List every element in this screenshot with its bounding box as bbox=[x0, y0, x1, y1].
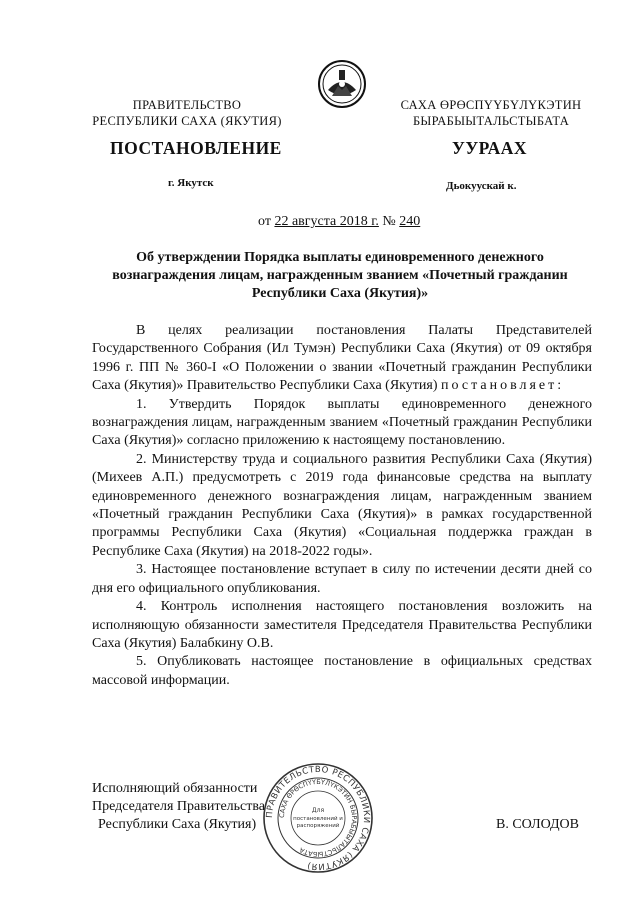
left-city: г. Якутск bbox=[168, 177, 214, 189]
document-body bbox=[92, 322, 592, 690]
document-dateline bbox=[258, 214, 420, 230]
stamp-outer-text: ПРАВИТЕЛЬСТВО РЕСПУБЛИКИ САХА (ЯКУТИЯ) bbox=[264, 764, 372, 872]
item-2: 2. Министерству труда и социального развития Республики Саха (Якутия) (Михеев А.П.) предусмотреть с 2019 года финансовые средства на выплату единовременного денежного вознаграждения лицам, награжденным званием «Почетный гражданин Республики Саха (Якутия)» в рамках государственной программы Республики Саха (Якутия) «Социальная поддержка граждан в Республике Саха (Якутия) на 2018-2022 годы». bbox=[92, 451, 592, 559]
stamp-center-line1: Для bbox=[311, 807, 325, 814]
document-date: 22 августа 2018 г. bbox=[274, 214, 379, 229]
signatory-name: В. СОЛОДОВ bbox=[496, 817, 579, 832]
right-doc-type: УУРААХ bbox=[452, 138, 528, 158]
document-number: 240 bbox=[399, 214, 421, 229]
item-3: 3. Настоящее постановление вступает в силу по истечении десяти дней со дня его официального опубликования. bbox=[92, 562, 592, 596]
coat-of-arms-emblem bbox=[318, 60, 366, 108]
stamp-center-line2: постановлений и bbox=[293, 816, 343, 822]
signatory-title: Исполняющий обязанности Председателя Правительства Республики Саха (Якутия) bbox=[92, 781, 266, 832]
item-1: 1. Утвердить Порядок выплаты единовременного денежного вознаграждения лицам, награжденным званием «Почетный гражданин Республики Саха (Якутия)» согласно приложению к настоящему постановлению. bbox=[92, 396, 592, 449]
left-organization: ПРАВИТЕЛЬСТВО РЕСПУБЛИКИ САХА (ЯКУТИЯ) bbox=[92, 98, 282, 128]
decree-word: постановляет: bbox=[441, 378, 565, 394]
item-5: 5. Опубликовать настоящее постановление в официальных средствах массовой информации. bbox=[92, 654, 592, 688]
stamp-center-line3: распоряжений bbox=[296, 823, 340, 829]
right-city: Дьокуускай к. bbox=[446, 180, 517, 192]
right-organization: САХА ӨРӨСПҮҮБҮЛҮКЭТИН БЫРАБЫЫТАЛЬСТЫБАТА bbox=[400, 98, 582, 128]
number-sign: № bbox=[382, 214, 396, 229]
official-stamp bbox=[262, 762, 374, 874]
dateline-prefix: от bbox=[258, 214, 271, 229]
item-4: 4. Контроль исполнения настоящего постановления возложить на исполняющую обязанности заместителя Председателя Правительства Республики Саха (Якутия) Балабкину О.В. bbox=[92, 599, 592, 651]
left-doc-type: ПОСТАНОВЛЕНИЕ bbox=[110, 138, 282, 158]
stamp-inner-text: САХА ӨРӨСПҮҮБҮЛҮКЭТИН БЫРАБЫЫТАЛЬСТЫБАТА bbox=[277, 777, 359, 859]
document-title: Об утверждении Порядка выплаты единовременного денежного вознаграждения лицам, награжденным званием «Почетный гражданин Республики Саха (Якутия)» bbox=[112, 250, 568, 301]
intro-paragraph: В целях реализации постановления Палаты Представителей Государственного Собрания (Ил Тумэн) Республики Саха (Якутия) от 09 октября 1996 г. ПП № 360-I «О Положении о звании «Почетный гражданин Республики Саха (Якутия)» Правительство Республики Саха (Якутия) постановляет: bbox=[92, 323, 592, 394]
